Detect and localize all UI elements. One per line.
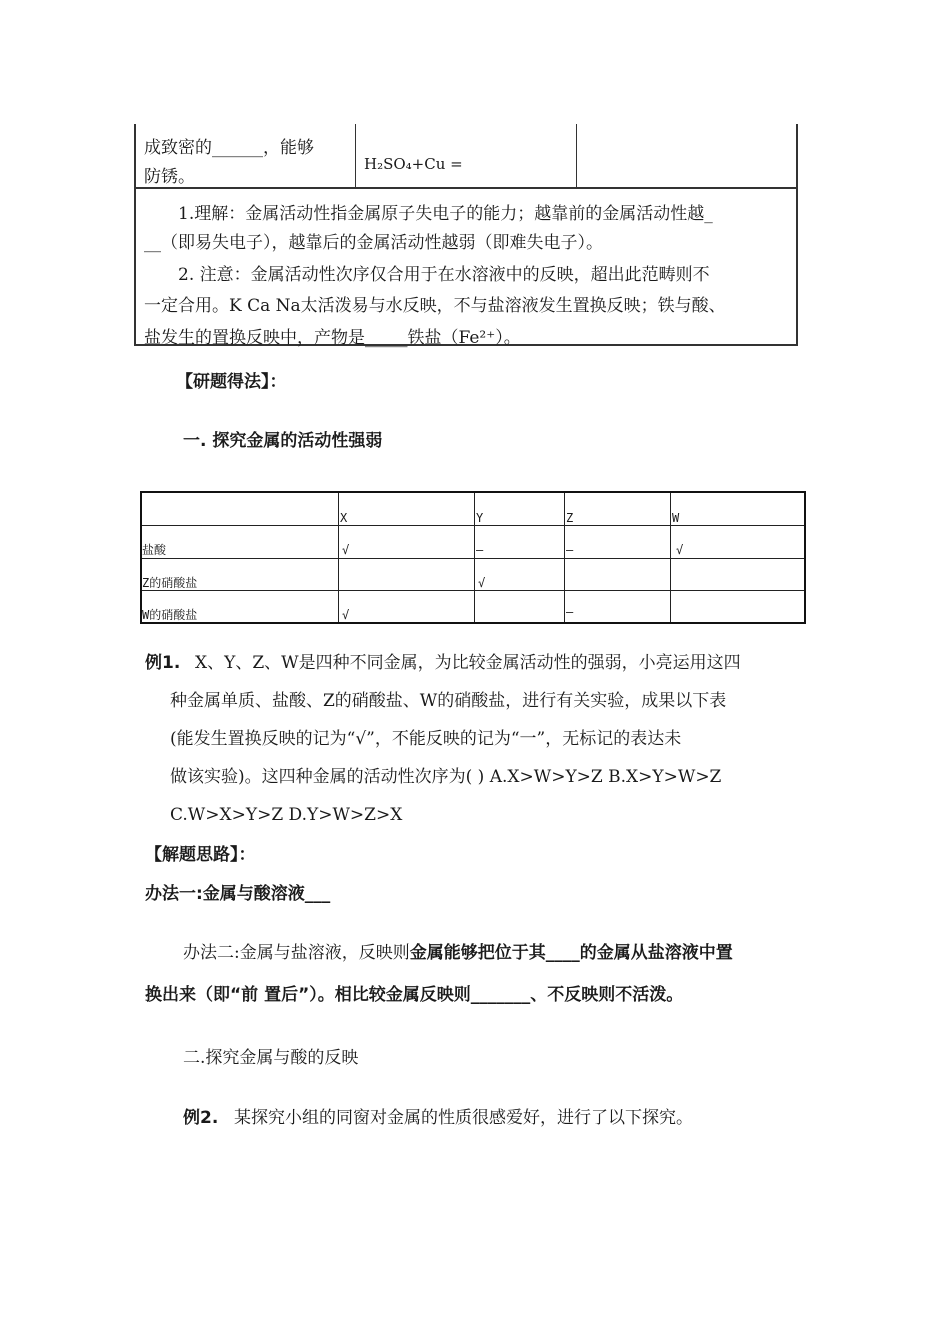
table-cell: √ [478, 576, 486, 590]
solution-heading: 【解题思路】： [145, 845, 256, 865]
table-cell: √ [342, 543, 350, 557]
example1-label: 例1. [145, 653, 181, 673]
table-cell-text: 防锈。 [144, 167, 195, 187]
note-understanding-cont: __（即易失电子），越靠后的金属活动性越弱（即难失电子）。 [144, 233, 603, 253]
equation-cell: H₂SO₄+Cu = [364, 155, 463, 173]
example1-text: X、Y、Z、W是四种不同金属，为比较金属活动性的强弱，小亮运用这四 [195, 653, 741, 673]
example1-text: 种金属单质、盐酸、Z的硝酸盐、W的硝酸盐，进行有关实验，成果以下表 [170, 691, 727, 711]
table-cell-text: 成致密的______，能够 [144, 138, 314, 158]
table-cell: — [566, 605, 574, 619]
method2-text [183, 943, 733, 963]
note-understanding: 1.理解：金属活动性指金属原子失电子的能力；越靠前的金属活动性越_ [178, 204, 713, 224]
table-header: Y [476, 511, 484, 525]
top-table [134, 124, 798, 346]
table-cell: √ [342, 608, 350, 622]
table-cell: √ [676, 543, 684, 557]
example2-text: 某探究小组的同窗对金属的性质很感爱好，进行了以下探究。 [234, 1108, 693, 1128]
heading-acid-reaction: 二.探究金属与酸的反映 [183, 1048, 359, 1068]
note-caution: 2. 注意：金属活动性次序仅合用于在水溶液中的反映，超出此范畴则不 [178, 265, 710, 285]
row-label: W的硝酸盐 [142, 608, 198, 622]
example1-options: C.W>X>Y>Z D.Y>W>Z>X [170, 805, 403, 825]
method2-text-cont: 换出来（即“前 置后”）。相比较金属反映则_______、不反映则不活泼。 [145, 985, 684, 1005]
row-label: 盐酸 [142, 543, 167, 557]
table-cell: — [566, 543, 574, 557]
section-method-title: 【研题得法】： [176, 372, 287, 392]
example1-text: (能发生置换反映的记为“√”，不能反映的记为“一”，无标记的表达未 [170, 729, 682, 749]
table-header: W [672, 511, 680, 525]
experiment-table [140, 491, 806, 624]
heading-activity: 一. 探究金属的活动性强弱 [183, 431, 383, 451]
table-cell: — [476, 543, 484, 557]
method2-part1: 办法二:金属与盐溶液，反映则 [183, 943, 410, 963]
method1-text: 办法一:金属与酸溶液___ [145, 884, 331, 904]
note-caution-cont: 一定合用。K Ca Na太活泼易与水反映，不与盐溶液发生置换反映；铁与酸、 [144, 296, 726, 316]
table-header: Z [566, 511, 574, 525]
note-caution-cont: 盐发生的置换反映中，产物是_____铁盐（Fe²⁺）。 [144, 328, 521, 348]
example1-text: 做该实验)。这四种金属的活动性次序为( ) A.X>W>Y>Z B.X>Y>W>Z [170, 767, 722, 787]
example2-label: 例2. [183, 1108, 219, 1128]
row-label: Z的硝酸盐 [142, 576, 198, 590]
method2-part2: 金属能够把位于其____的金属从盐溶液中置 [409, 943, 733, 963]
table-header: X [340, 511, 348, 525]
